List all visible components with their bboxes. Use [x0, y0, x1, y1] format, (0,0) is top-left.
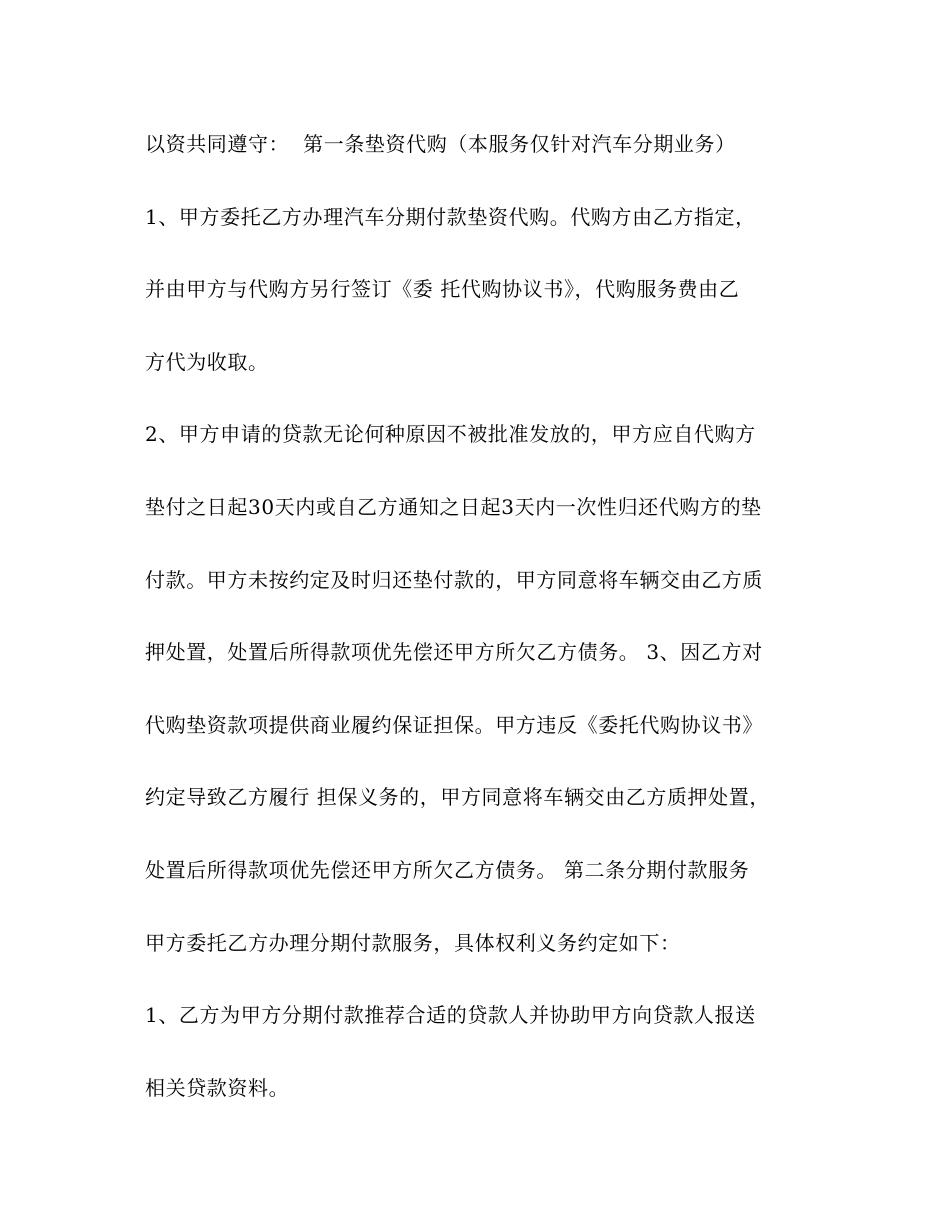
text-line: 1、甲方委托乙方办理汽车分期付款垫资代购。代购方由乙方指定，: [145, 204, 756, 229]
text-line: 处置后所得款项优先偿还甲方所欠乙方债务。 第二条分期付款服务: [145, 857, 750, 882]
text-line: 方代为收取。: [145, 349, 269, 374]
text-line: 甲方委托乙方办理分期付款服务，具体权利义务约定如下：: [145, 930, 681, 955]
text-line: 代购垫资款项提供商业履约保证担保。甲方违反《委托代购协议书》: [145, 712, 763, 737]
text-line: 相关贷款资料。: [145, 1075, 290, 1100]
document-body: [145, 126, 825, 1142]
text-line: 2、甲方申请的贷款无论何种原因不被批准发放的，甲方应自代购方: [145, 422, 756, 447]
text-line: 1、乙方为甲方分期付款推荐合适的贷款人并协助甲方向贷款人报送: [145, 1003, 756, 1028]
text-line: 约定导致乙方履行 担保义务的，甲方同意将车辆交由乙方质押处置，: [145, 785, 770, 810]
text-line: 垫付之日起30天内或自乙方通知之日起3天内一次性归还代购方的垫: [145, 494, 762, 519]
text-line: 押处置，处置后所得款项优先偿还甲方所欠乙方债务。 3、因乙方对: [145, 640, 763, 665]
text-line: 并由甲方与代购方另行签订《委 托代购协议书》，代购服务费由乙: [145, 277, 740, 302]
text-line: 以资共同遵守： 第一条垫资代购（本服务仅针对汽车分期业务）: [145, 132, 736, 156]
text-line: 付款。甲方未按约定及时归还垫付款的，甲方同意将车辆交由乙方质: [145, 567, 763, 592]
